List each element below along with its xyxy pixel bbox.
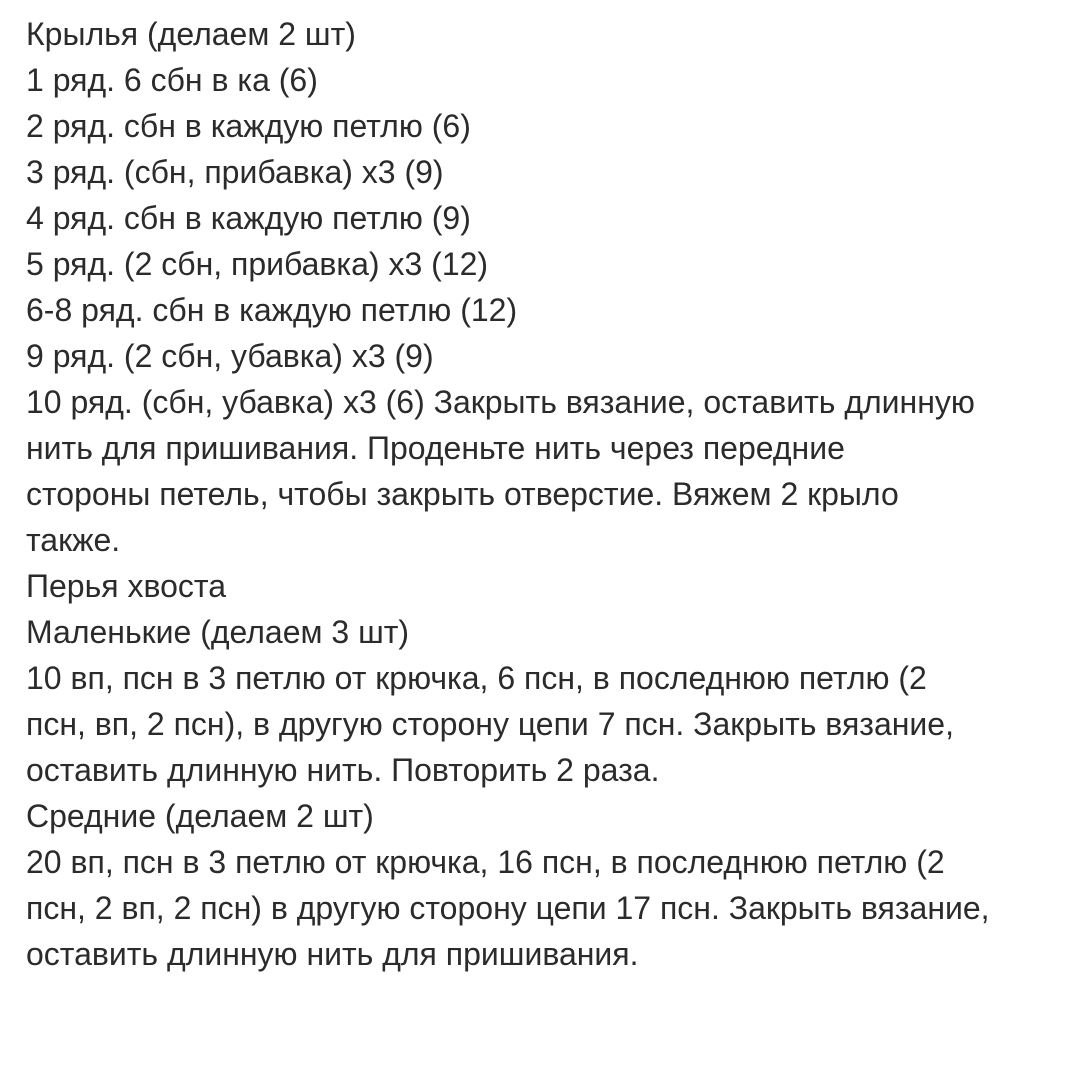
row-3: 3 ряд. (сбн, прибавка) х3 (9) <box>26 154 444 190</box>
heading-medium: Средние (делаем 2 шт) <box>26 798 374 834</box>
row-2: 2 ряд. сбн в каждую петлю (6) <box>26 108 471 144</box>
row-10-cont-1: нить для пришивания. Проденьте нить через передние <box>26 430 845 466</box>
small-instructions-2: псн, вп, 2 псн), в другую сторону цепи 7 псн. Закрыть вязание, <box>26 706 954 742</box>
row-10-cont-3: также. <box>26 522 121 558</box>
heading-tail-feathers: Перья хвоста <box>26 568 227 604</box>
row-5: 5 ряд. (2 сбн, прибавка) х3 (12) <box>26 246 489 282</box>
row-10-cont-2: стороны петель, чтобы закрыть отверстие. Вяжем 2 крыло <box>26 476 899 512</box>
medium-instructions-3: оставить длинную нить для пришивания. <box>26 936 639 972</box>
medium-instructions-1: 20 вп, псн в 3 петлю от крючка, 16 псн, в последнюю петлю (2 <box>26 844 945 880</box>
small-instructions-3: оставить длинную нить. Повторить 2 раза. <box>26 752 660 788</box>
pattern-text <box>26 11 1066 977</box>
heading-small: Маленькие (делаем 3 шт) <box>26 614 410 650</box>
heading-wings: Крылья (делаем 2 шт) <box>26 16 356 52</box>
row-10: 10 ряд. (сбн, убавка) х3 (6) Закрыть вязание, оставить длинную <box>26 384 975 420</box>
row-9: 9 ряд. (2 сбн, убавка) х3 (9) <box>26 338 434 374</box>
row-1: 1 ряд. 6 сбн в ка (6) <box>26 62 318 98</box>
row-6-8: 6-8 ряд. сбн в каждую петлю (12) <box>26 292 518 328</box>
small-instructions-1: 10 вп, псн в 3 петлю от крючка, 6 псн, в последнюю петлю (2 <box>26 660 927 696</box>
row-4: 4 ряд. сбн в каждую петлю (9) <box>26 200 471 236</box>
medium-instructions-2: псн, 2 вп, 2 псн) в другую сторону цепи 17 псн. Закрыть вязание, <box>26 890 990 926</box>
